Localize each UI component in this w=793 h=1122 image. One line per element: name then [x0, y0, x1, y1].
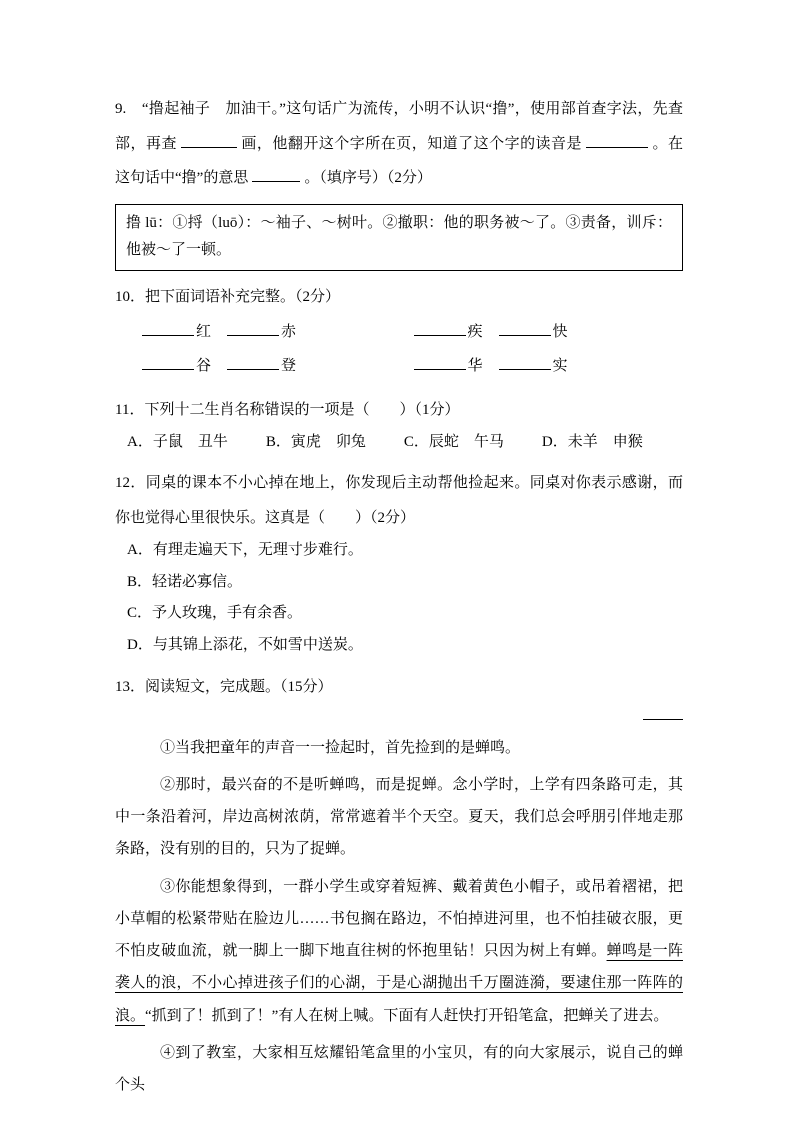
option-c: C．辰蛇 午马 [403, 434, 504, 450]
question-10-title: 10．把下面词语补充完整。（2分） [115, 289, 341, 305]
idiom-blank [227, 320, 279, 336]
paragraph-3-text: ③你能想象得到，一群小学生或穿着短裤、戴着黄色小帽子，或吊着褶裙，把小草帽的松紧带贴在脸边儿……书包搁在路边，不怕掉进河里，也不怕挂破衣服，更不怕皮破血流，就一脚上一脚下地直往树的怀抱里钻！只因为树上有蝉。 [115, 878, 683, 959]
question-11-title: 11．下列十二生肖名称错误的一项是（ ）（1分） [115, 401, 460, 418]
option-a: A．子鼠 丑牛 [127, 434, 228, 450]
question-10 [115, 280, 683, 384]
blank-meaning [252, 166, 300, 182]
dictionary-entry-text: 撸 lū：①捋（luō）：～袖子、～树叶。②撤职：他的职务被～了。③责备，训斥：他被～了一顿。 [126, 214, 672, 259]
question-9-text-part3: 。在这句话中“撸”的意思 [115, 135, 683, 186]
idiom-pair-4 [412, 349, 684, 384]
option-d: D．与其锦上添花，不如雪中送炭。 [127, 636, 363, 653]
idiom-char: 谷 [196, 358, 212, 374]
paragraph-3-underlined-text: 蝉鸣是一阵袭人的浪，不小心掉进孩子们的心湖，于是心湖抛出千万圈涟漪，要逮住那一阵阵的浪。 [115, 943, 683, 1024]
reading-title-blank-row [115, 705, 683, 727]
question-13-title: 13．阅读短文，完成题。（15分） [115, 679, 333, 695]
option-c: C．予人玫瑰，手有余香。 [127, 605, 303, 621]
option-b: B．轻诺必寡信。 [127, 573, 243, 590]
idiom-blank [142, 320, 194, 336]
question-11-options [115, 427, 683, 457]
question-12 [115, 466, 683, 661]
idiom-char: 华 [467, 358, 483, 374]
reading-paragraph-4: ④到了教室，大家相互炫耀铅笔盒里的小宝贝，有的向大家展示，说自己的蝉个头 [115, 1044, 683, 1093]
question-13 [115, 670, 683, 1101]
idiom-blank [227, 354, 279, 370]
idiom-blank [414, 354, 466, 370]
option-d: D．未羊 申猴 [541, 434, 643, 450]
idiom-char: 红 [196, 323, 212, 340]
question-9-text-part1: 9. “撸起袖子 加油干。”这句话广为流传，小明不认识“撸”，使用部首查字法，先查部，再查 [115, 101, 683, 152]
idiom-char: 快 [552, 323, 568, 340]
idiom-pair-3 [140, 349, 412, 384]
question-9 [115, 92, 683, 271]
blank-stroke-count [181, 132, 237, 148]
question-9-text-part2: 画，他翻开这个字所在页，知道了这个字的读音是 [240, 135, 583, 152]
idiom-char: 登 [281, 358, 297, 374]
blank-pronunciation [586, 132, 648, 148]
option-a: A．有理走遍天下，无理寸步难行。 [127, 542, 363, 558]
question-9-text [115, 92, 683, 196]
idiom-pair-1 [140, 315, 412, 350]
reading-paragraph-2: ②那时，最兴奋的不是听蝉鸣，而是捉蝉。念小学时，上学有四条路可走，其中一条沿着河，岸边高树浓荫，常常遮着半个天空。夏天，我们总会呼朋引伴地走那条路，没有别的目的，只为了捉蝉。 [115, 776, 683, 858]
paragraph-3-text-end: “抓到了！抓到了！”有人在树上喊。下面有人赶快打开铅笔盒，把蝉关了进去。 [145, 1007, 669, 1024]
reading-paragraph-3 [115, 871, 683, 1032]
idiom-blank [142, 354, 194, 370]
reading-title-blank [643, 705, 683, 721]
idiom-char: 赤 [281, 323, 297, 340]
idiom-pair-2 [412, 315, 684, 350]
idiom-blank [414, 320, 466, 336]
idiom-char: 实 [552, 358, 568, 374]
question-9-text-part4: 。（填序号）（2分） [304, 170, 432, 186]
question-12-options [115, 535, 683, 661]
dictionary-entry-box [115, 204, 683, 272]
option-b: B．寅虎 卯兔 [265, 434, 366, 450]
idiom-blank [499, 354, 551, 370]
question-11 [115, 393, 683, 458]
question-12-title: 12．同桌的课本不小心掉在地上，你发现后主动帮他捡起来。同桌对你表示感谢，而你也觉得心里很快乐。这真是（ ）（2分） [115, 475, 683, 526]
idiom-pairs-grid [115, 315, 683, 384]
idiom-blank [499, 320, 551, 336]
idiom-char: 疾 [467, 323, 483, 340]
reading-paragraph-1: ①当我把童年的声音一一捡起时，首先捡到的是蝉鸣。 [160, 739, 521, 756]
